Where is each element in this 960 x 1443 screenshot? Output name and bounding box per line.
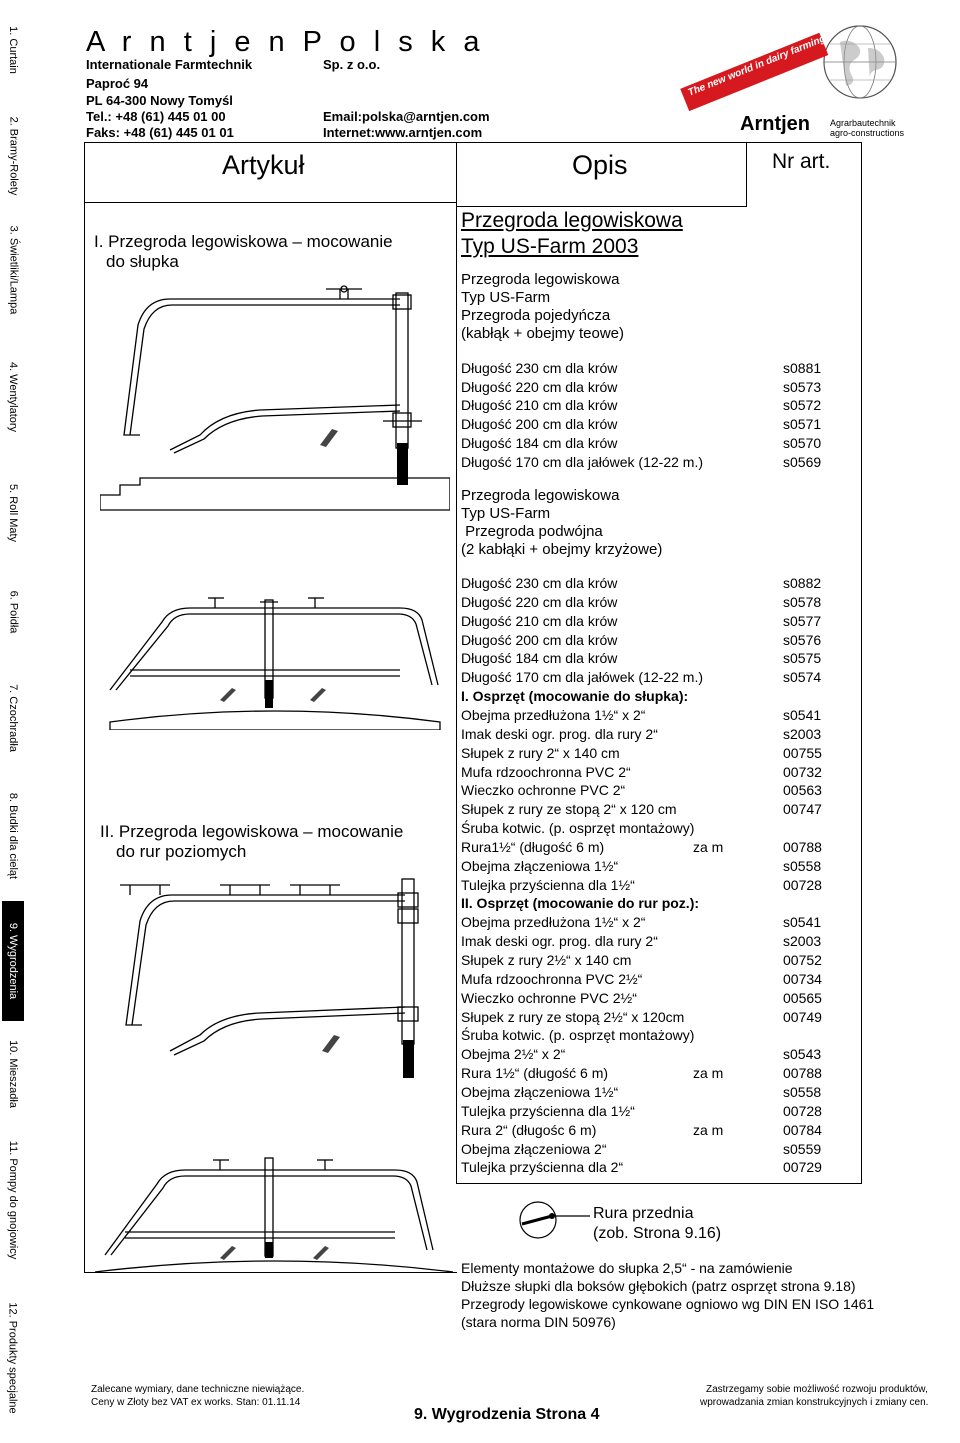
row-description: Obejma przedłużona 1½“ x 2“: [461, 706, 646, 723]
table-row: [461, 1083, 861, 1102]
row-article-number: s0574: [783, 669, 822, 686]
col-article-header: Artykuł: [222, 150, 305, 180]
side-tab-2[interactable]: [2, 100, 24, 211]
side-tab-label: 12. Produkty specjalne: [7, 1302, 20, 1414]
double-desc-line: Typ US-Farm: [461, 505, 551, 522]
row-unit: za m: [693, 1121, 724, 1138]
row-description: Obejma przedłużona 1½“ x 2“: [461, 914, 646, 931]
row-article-number: s2003: [783, 725, 822, 742]
side-tab-6[interactable]: [2, 560, 24, 664]
row-article-number: 00728: [783, 1102, 822, 1119]
company-phone: Tel.: +48 (61) 445 01 00: [86, 109, 226, 124]
company-name: A r n t j e n P o l s k a: [86, 26, 485, 58]
double-desc-line: Przegroda podwójna: [461, 523, 603, 540]
front-pipe-icon: [512, 1200, 592, 1250]
row-description: Długość 210 cm dla krów: [461, 397, 618, 414]
double-desc-line: (2 kabłąki + obejmy krzyżowe): [461, 541, 663, 558]
globe-icon: [824, 26, 896, 98]
row-description: Długość 230 cm dla krów: [461, 575, 618, 591]
table-row: [461, 1121, 861, 1140]
row-article-number: s0578: [783, 593, 822, 610]
single-divider-description: [461, 271, 624, 343]
side-tab-label: 1. Curtain: [7, 26, 20, 74]
table-row: [461, 434, 861, 453]
table-row: [461, 378, 861, 397]
row-description: Słupek z rury ze stopą 2“ x 120 cm: [461, 801, 677, 818]
row-article-number: 00755: [783, 744, 822, 761]
footer-disclaimer-2: Ceny w Złoty bez VAT ex works. Stan: 01.11.14: [91, 1397, 301, 1408]
front-pipe-label: Rura przednia: [593, 1205, 694, 1222]
row-article-number: 00788: [783, 1065, 822, 1082]
table-row: [461, 913, 861, 932]
row-article-number: s0541: [783, 706, 822, 723]
table-row: [461, 857, 861, 876]
single-desc-line: Przegroda legowiskowa: [461, 271, 620, 288]
single-divider-horizontal-pipe-drawing: [100, 875, 450, 1090]
table-row: [461, 574, 861, 593]
double-desc-line: Przegroda legowiskowa: [461, 487, 620, 504]
double-divider-drawing: [100, 590, 450, 730]
table-row: [461, 1140, 861, 1159]
section-1-subtitle: do słupka: [106, 252, 179, 271]
row-article-number: s0543: [783, 1046, 822, 1063]
row-article-number: s0571: [783, 416, 822, 433]
side-tab-11[interactable]: [2, 1127, 24, 1273]
row-description: Obejma złączeniowa 1½“: [461, 857, 619, 874]
row-article-number: 00565: [783, 989, 822, 1006]
row-article-number: 00729: [783, 1159, 822, 1176]
table-row: [461, 725, 861, 744]
row-article-number: s2003: [783, 933, 822, 950]
col-description-header: Opis: [572, 150, 628, 180]
row-description: Długość 170 cm dla jałówek (12-22 m.): [461, 453, 703, 470]
table-row: [461, 593, 861, 612]
row-description: Rura 1½“ (długość 6 m): [461, 1065, 609, 1082]
side-tab-label: 4. Wentylatory: [7, 361, 20, 433]
row-article-number: s0541: [783, 914, 822, 931]
section-1-title: I. Przegroda legowiskowa – mocowanie: [94, 232, 393, 251]
logo-graphic: [680, 22, 910, 142]
product-type: Typ US-Farm 2003: [461, 235, 639, 258]
table-row: [461, 800, 861, 819]
row-description: Słupek z rury 2½“ x 140 cm: [461, 952, 632, 968]
single-desc-line: Przegroda pojedyńcza: [461, 307, 611, 324]
row-description: II. Osprzęt (mocowanie do rur poz.):: [461, 895, 700, 912]
logo-banner-text: The new world in dairy farming: [686, 33, 828, 99]
table-row: [461, 612, 861, 631]
row-description: Tulejka przyścienna dla 1½“: [461, 1102, 635, 1119]
row-article-number: 00728: [783, 876, 822, 893]
table-row: [461, 359, 861, 378]
company-line1: Internationale Farmtechnik: [86, 57, 253, 72]
row-description: Wieczko ochronne PVC 2½“: [461, 989, 637, 1006]
row-description: I. Osprzęt (mocowanie do słupka):: [461, 688, 689, 705]
table-row: [461, 453, 861, 472]
table-row: [461, 1045, 861, 1064]
table-row: [461, 396, 861, 415]
side-tab-label: 11. Pompy do gnojowicy: [7, 1140, 20, 1260]
logo-name: Arntjen: [740, 113, 810, 135]
row-unit: za m: [693, 838, 724, 855]
front-pipe-reference[interactable]: (zob. Strona 9.16): [593, 1225, 722, 1242]
row-description: Długość 184 cm dla krów: [461, 434, 618, 451]
row-description: Długość 170 cm dla jałówek (12-22 m.): [461, 669, 703, 686]
row-description: Rura 2“ (długośc 6 m): [461, 1121, 597, 1138]
row-description: Długość 200 cm dla krów: [461, 631, 618, 648]
row-description: Tulejka przyścienna dla 2“: [461, 1159, 624, 1176]
row-article-number: 00732: [783, 763, 822, 780]
row-article-number: s0570: [783, 434, 822, 451]
side-tab-label: 8. Budki dla cieląt: [7, 792, 19, 880]
logo-tagline-1: Agrarbautechnik: [830, 118, 896, 128]
side-tab-3[interactable]: [2, 211, 24, 328]
row-description: Obejma złączeniowa 1½“: [461, 1083, 619, 1100]
row-description: Tulejka przyścienna dla 1½“: [461, 876, 635, 893]
side-tab-7[interactable]: [2, 664, 24, 771]
frame-left: [84, 202, 85, 1272]
row-description: Słupek z rury ze stopą 2½“ x 120cm: [461, 1008, 685, 1025]
side-tab-label: 9. Wygrodzenia: [7, 922, 19, 1000]
footer-rights-1: Zastrzegamy sobie możliwość rozwoju produktów,: [706, 1384, 928, 1395]
row-article-number: s0573: [783, 378, 822, 395]
note-line: (stara norma DIN 50976): [461, 1314, 616, 1330]
notes: [461, 1259, 874, 1331]
row-description: Śruba kotwic. (p. osprzęt montażowy): [461, 820, 695, 837]
company-street: Paproć 94: [86, 76, 149, 91]
section-2-title: II. Przegroda legowiskowa – mocowanie: [100, 822, 404, 841]
row-article-number: 00749: [783, 1008, 822, 1025]
table-row: [461, 763, 861, 782]
section-2-subtitle: do rur poziomych: [116, 842, 247, 861]
row-article-number: s0882: [783, 575, 822, 591]
arntjen-logo: [680, 22, 910, 142]
row-article-number: 00784: [783, 1121, 822, 1138]
table-bottom-rule: [456, 1183, 862, 1184]
footer-rights-2: wprowadzania zmian konstrukcyjnych i zmiany cen.: [700, 1397, 929, 1408]
table-row: [461, 649, 861, 668]
row-article-number: 00788: [783, 838, 822, 855]
section-header-row: [461, 687, 861, 706]
table-row: [461, 819, 861, 838]
double-divider-horizontal-pipe-drawing: [95, 1150, 455, 1275]
company-website[interactable]: Internet:www.arntjen.com: [323, 125, 483, 140]
row-description: Długość 210 cm dla krów: [461, 612, 618, 629]
company-city: PL 64-300 Nowy Tomyśl: [86, 93, 233, 108]
side-tab-9[interactable]: [2, 901, 24, 1021]
company-fax: Faks: +48 (61) 445 01 01: [86, 125, 234, 140]
table-row: [461, 781, 861, 800]
row-description: Słupek z rury 2“ x 140 cm: [461, 744, 620, 761]
column-header-rule: [84, 202, 457, 203]
row-article-number: s0881: [783, 360, 822, 376]
side-tab-strip: [0, 0, 26, 1443]
table-row: [461, 1158, 861, 1177]
row-article-number: s0558: [783, 857, 822, 874]
row-article-number: s0558: [783, 1083, 822, 1100]
row-description: Imak deski ogr. prog. dla rury 2“: [461, 933, 658, 950]
logo-tagline-2: agro-constructions: [830, 128, 905, 138]
table-row: [461, 1026, 861, 1045]
section-header-row: [461, 894, 861, 913]
row-article-number: 00563: [783, 782, 822, 799]
row-description: Śruba kotwic. (p. osprzęt montażowy): [461, 1027, 695, 1044]
side-tab-label: 10. Mieszadła: [7, 1040, 19, 1108]
side-tab-12[interactable]: [2, 1273, 24, 1443]
row-article-number: 00752: [783, 952, 822, 968]
side-tab-label: 7. Czochradła: [7, 683, 19, 752]
frame-mid: [456, 206, 457, 1184]
row-article-number: s0577: [783, 612, 822, 629]
table-row: [461, 706, 861, 725]
row-description: Imak deski ogr. prog. dla rury 2“: [461, 725, 658, 742]
row-description: Rura1½“ (długość 6 m): [461, 838, 605, 855]
row-description: Mufa rdzoochronna PVC 2½“: [461, 970, 643, 987]
side-tab-label: 6. Poidła: [7, 590, 19, 634]
row-unit: za m: [693, 1065, 724, 1082]
header-rule: [84, 142, 861, 143]
page-number: 9. Wygrodzenia Strona 4: [414, 1406, 600, 1423]
row-article-number: 00747: [783, 801, 822, 818]
row-description: Długość 200 cm dla krów: [461, 416, 618, 433]
row-description: Długość 220 cm dla krów: [461, 378, 618, 395]
table-row: [461, 744, 861, 763]
table-row: [461, 932, 861, 951]
table-row: [461, 989, 861, 1008]
frame-right-top: [746, 142, 747, 207]
note-line: Elementy montażowe do słupka 2,5“ - na zamówienie: [461, 1260, 793, 1276]
side-tab-5[interactable]: [2, 466, 24, 560]
side-tab-4[interactable]: [2, 328, 24, 466]
single-desc-line: Typ US-Farm: [461, 289, 551, 306]
side-tab-10[interactable]: [2, 1021, 24, 1127]
product-title: Przegroda legowiskowa: [461, 209, 683, 232]
side-tab-label: 5. Roll Maty: [7, 483, 20, 543]
row-article-number: s0559: [783, 1140, 822, 1157]
side-tab-1[interactable]: [2, 0, 24, 100]
table-row: [461, 631, 861, 650]
row-article-number: s0576: [783, 631, 822, 648]
table-row: [461, 1008, 861, 1027]
table-row: [461, 1064, 861, 1083]
frame-right: [861, 142, 862, 1184]
side-tab-label: 3. Świetliki/Lampa: [7, 225, 19, 314]
company-suffix: Sp. z o.o.: [323, 57, 381, 72]
note-line: Dłuższe słupki dla boksów głębokich (patrz osprzęt strona 9.18): [461, 1278, 856, 1294]
row-description: Wieczko ochronne PVC 2“: [461, 782, 626, 799]
company-email[interactable]: Email:polska@arntjen.com: [323, 109, 490, 124]
row-description: Obejma 2½“ x 2“: [461, 1046, 566, 1063]
row-article-number: s0575: [783, 650, 822, 667]
row-description: Obejma złączeniowa 2“: [461, 1140, 607, 1157]
single-desc-line: (kabłąk + obejmy teowe): [461, 325, 624, 342]
frame-left-top: [84, 142, 85, 202]
side-tab-8[interactable]: [2, 771, 24, 901]
note-line: Przegrody legowiskowe cynkowane ogniowo wg DIN EN ISO 1461: [461, 1296, 875, 1312]
side-tab-label: 2. Bramy-Rolety: [7, 116, 20, 195]
double-divider-description: [461, 487, 662, 559]
table-row: [461, 1102, 861, 1121]
col-number-header: Nr art.: [772, 150, 831, 173]
row-description: Długość 184 cm dla krów: [461, 650, 618, 667]
frame-mid-top: [456, 142, 457, 207]
table-row: [461, 876, 861, 895]
table-row: [461, 951, 861, 970]
footer-disclaimer-1: Zalecane wymiary, dane techniczne niewiążące.: [91, 1384, 305, 1395]
row-article-number: s0569: [783, 453, 822, 470]
row-article-number: s0572: [783, 397, 822, 414]
table-row: [461, 668, 861, 687]
row-description: Mufa rdzoochronna PVC 2“: [461, 763, 631, 780]
row-description: Długość 220 cm dla krów: [461, 593, 618, 610]
column-header-rule-2: [456, 206, 747, 207]
single-divider-post-drawing: [100, 285, 450, 515]
table-row: [461, 838, 861, 857]
table-row: [461, 415, 861, 434]
table-row: [461, 970, 861, 989]
row-description: Długość 230 cm dla krów: [461, 360, 618, 376]
row-article-number: 00734: [783, 970, 822, 987]
